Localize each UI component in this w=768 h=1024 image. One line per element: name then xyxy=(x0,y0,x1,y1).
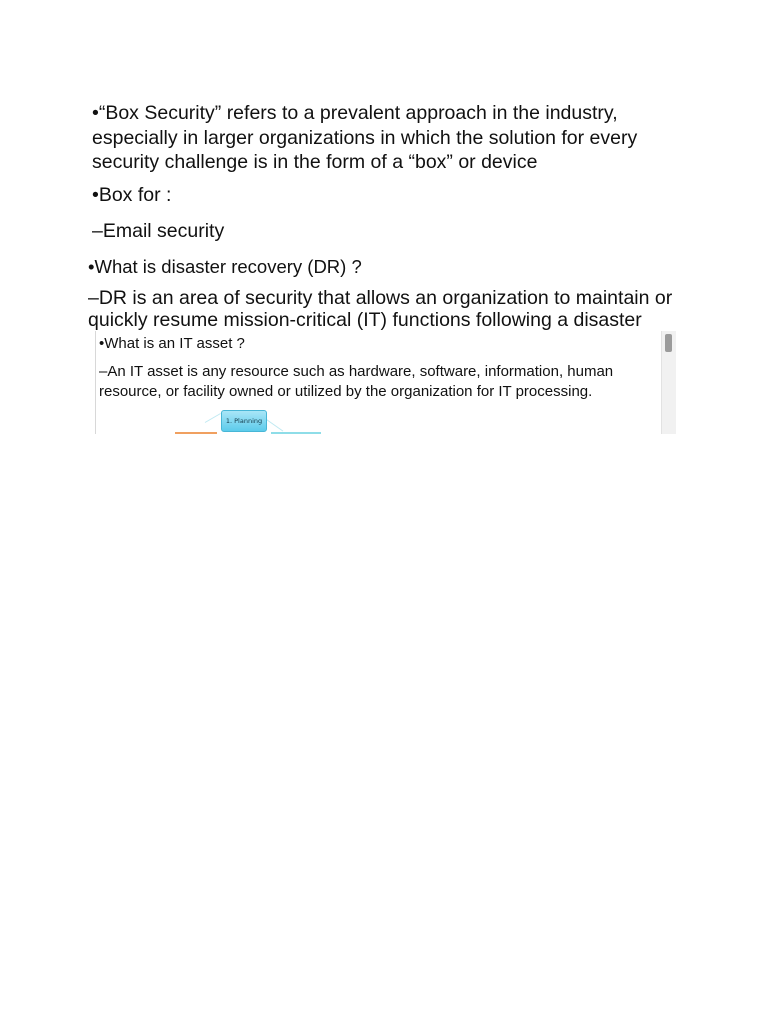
diagram-connector xyxy=(205,413,221,423)
diagram-orange-line xyxy=(175,432,217,434)
scrollbar-thumb[interactable] xyxy=(665,334,672,352)
embedded-text-it-asset-answer-1: –An IT asset is any resource such as hardware, software, information, human xyxy=(99,363,614,380)
diagram-teal-line xyxy=(271,432,321,434)
text-line-dr-answer-1: –DR is an area of security that allows an organization to maintain or xyxy=(88,287,673,309)
embedded-text-it-asset-question: •What is an IT asset ? xyxy=(99,335,245,352)
panel-left-border xyxy=(95,331,96,434)
text-line-box-security-3: security challenge is in the form of a “box” or device xyxy=(92,151,538,173)
text-line-box-security-2: especially in larger organizations in which the solution for every xyxy=(92,127,638,149)
embedded-text-it-asset-answer-2: resource, or facility owned or utilized by the organization for IT processing. xyxy=(99,383,593,400)
text-line-email-security: –Email security xyxy=(92,220,225,242)
vertical-scrollbar[interactable] xyxy=(661,331,676,434)
diagram-planning-box: 1. Planning xyxy=(221,410,267,432)
embedded-screenshot xyxy=(95,331,676,434)
text-line-box-security-1: •“Box Security” refers to a prevalent approach in the industry, xyxy=(92,102,618,124)
text-line-dr-answer-2: quickly resume mission-critical (IT) functions following a disaster xyxy=(88,309,642,331)
text-line-box-for: •Box for : xyxy=(92,184,172,206)
diagram-connector xyxy=(265,418,284,431)
text-line-dr-question: •What is disaster recovery (DR) ? xyxy=(88,256,362,277)
planning-diagram xyxy=(175,404,335,434)
